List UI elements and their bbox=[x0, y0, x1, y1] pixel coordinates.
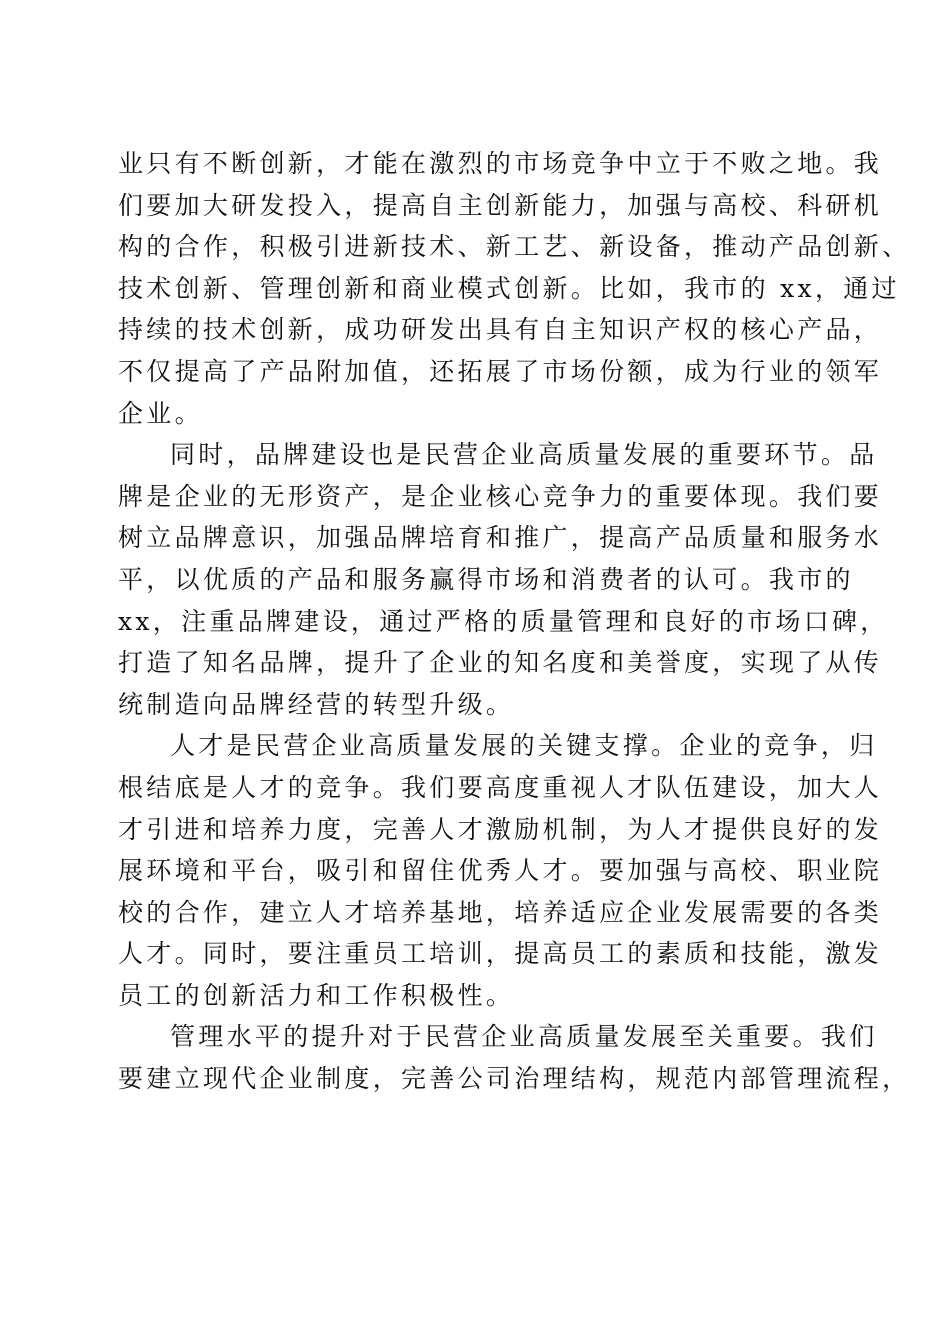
text-line: 持续的技术创新，成功研发出具有自主知识产权的核心产品， bbox=[118, 315, 883, 345]
text-line: 不仅提高了产品附加值，还拓展了市场份额，成为行业的领军 bbox=[118, 356, 883, 386]
text-line: 企业。 bbox=[118, 398, 203, 428]
text-line: 业只有不断创新，才能在激烈的市场竞争中立于不败之地。我 bbox=[118, 149, 883, 178]
text-line: 员工的创新活力和工作积极性。 bbox=[118, 980, 515, 1010]
text-line: 平，以优质的产品和服务赢得市场和消费者的认可。我市的 bbox=[118, 564, 854, 594]
text-line: 展环境和平台，吸引和留住优秀人才。要加强与高校、职业院 bbox=[118, 856, 883, 886]
paragraph-talent bbox=[118, 725, 883, 1016]
text-line: 要建立现代企业制度，完善公司治理结构，规范内部管理流程， bbox=[118, 1064, 911, 1094]
text-line: 构的合作，积极引进新技术、新工艺、新设备，推动产品创新、 bbox=[118, 232, 911, 262]
text-line: 根结底是人才的竞争。我们要高度重视人才队伍建设，加大人 bbox=[118, 772, 883, 802]
text-line: 校的合作，建立人才培养基地，培养适应企业发展需要的各类 bbox=[118, 897, 883, 927]
text-line-indented: 同时，品牌建设也是民营企业高质量发展的重要环节。品 bbox=[170, 440, 878, 470]
paragraph-innovation bbox=[118, 143, 911, 434]
document-body bbox=[118, 143, 911, 1100]
paragraph-brand bbox=[118, 434, 889, 725]
text-line: 才引进和培养力度，完善人才激励机制，为人才提供良好的发 bbox=[118, 814, 883, 844]
text-line: 技术创新、管理创新和商业模式创新。比如，我市的 xx，通过 bbox=[118, 273, 900, 303]
text-line: 人才。同时，要注重员工培训，提高员工的素质和技能，激发 bbox=[118, 939, 883, 969]
text-line: 树立品牌意识，加强品牌培育和推广，提高产品质量和服务水 bbox=[118, 523, 883, 553]
text-line: xx，注重品牌建设，通过严格的质量管理和良好的市场口碑， bbox=[118, 606, 889, 636]
text-line: 打造了知名品牌，提升了企业的知名度和美誉度，实现了从传 bbox=[118, 648, 883, 678]
text-line: 们要加大研发投入，提高自主创新能力，加强与高校、科研机 bbox=[118, 190, 883, 220]
text-line: 统制造向品牌经营的转型升级。 bbox=[118, 689, 515, 719]
text-line-indented: 管理水平的提升对于民营企业高质量发展至关重要。我们 bbox=[170, 1022, 878, 1052]
text-line: 牌是企业的无形资产，是企业核心竞争力的重要体现。我们要 bbox=[118, 481, 883, 511]
text-line-indented: 人才是民营企业高质量发展的关键支撑。企业的竞争，归 bbox=[170, 731, 878, 761]
paragraph-management bbox=[118, 1016, 911, 1099]
